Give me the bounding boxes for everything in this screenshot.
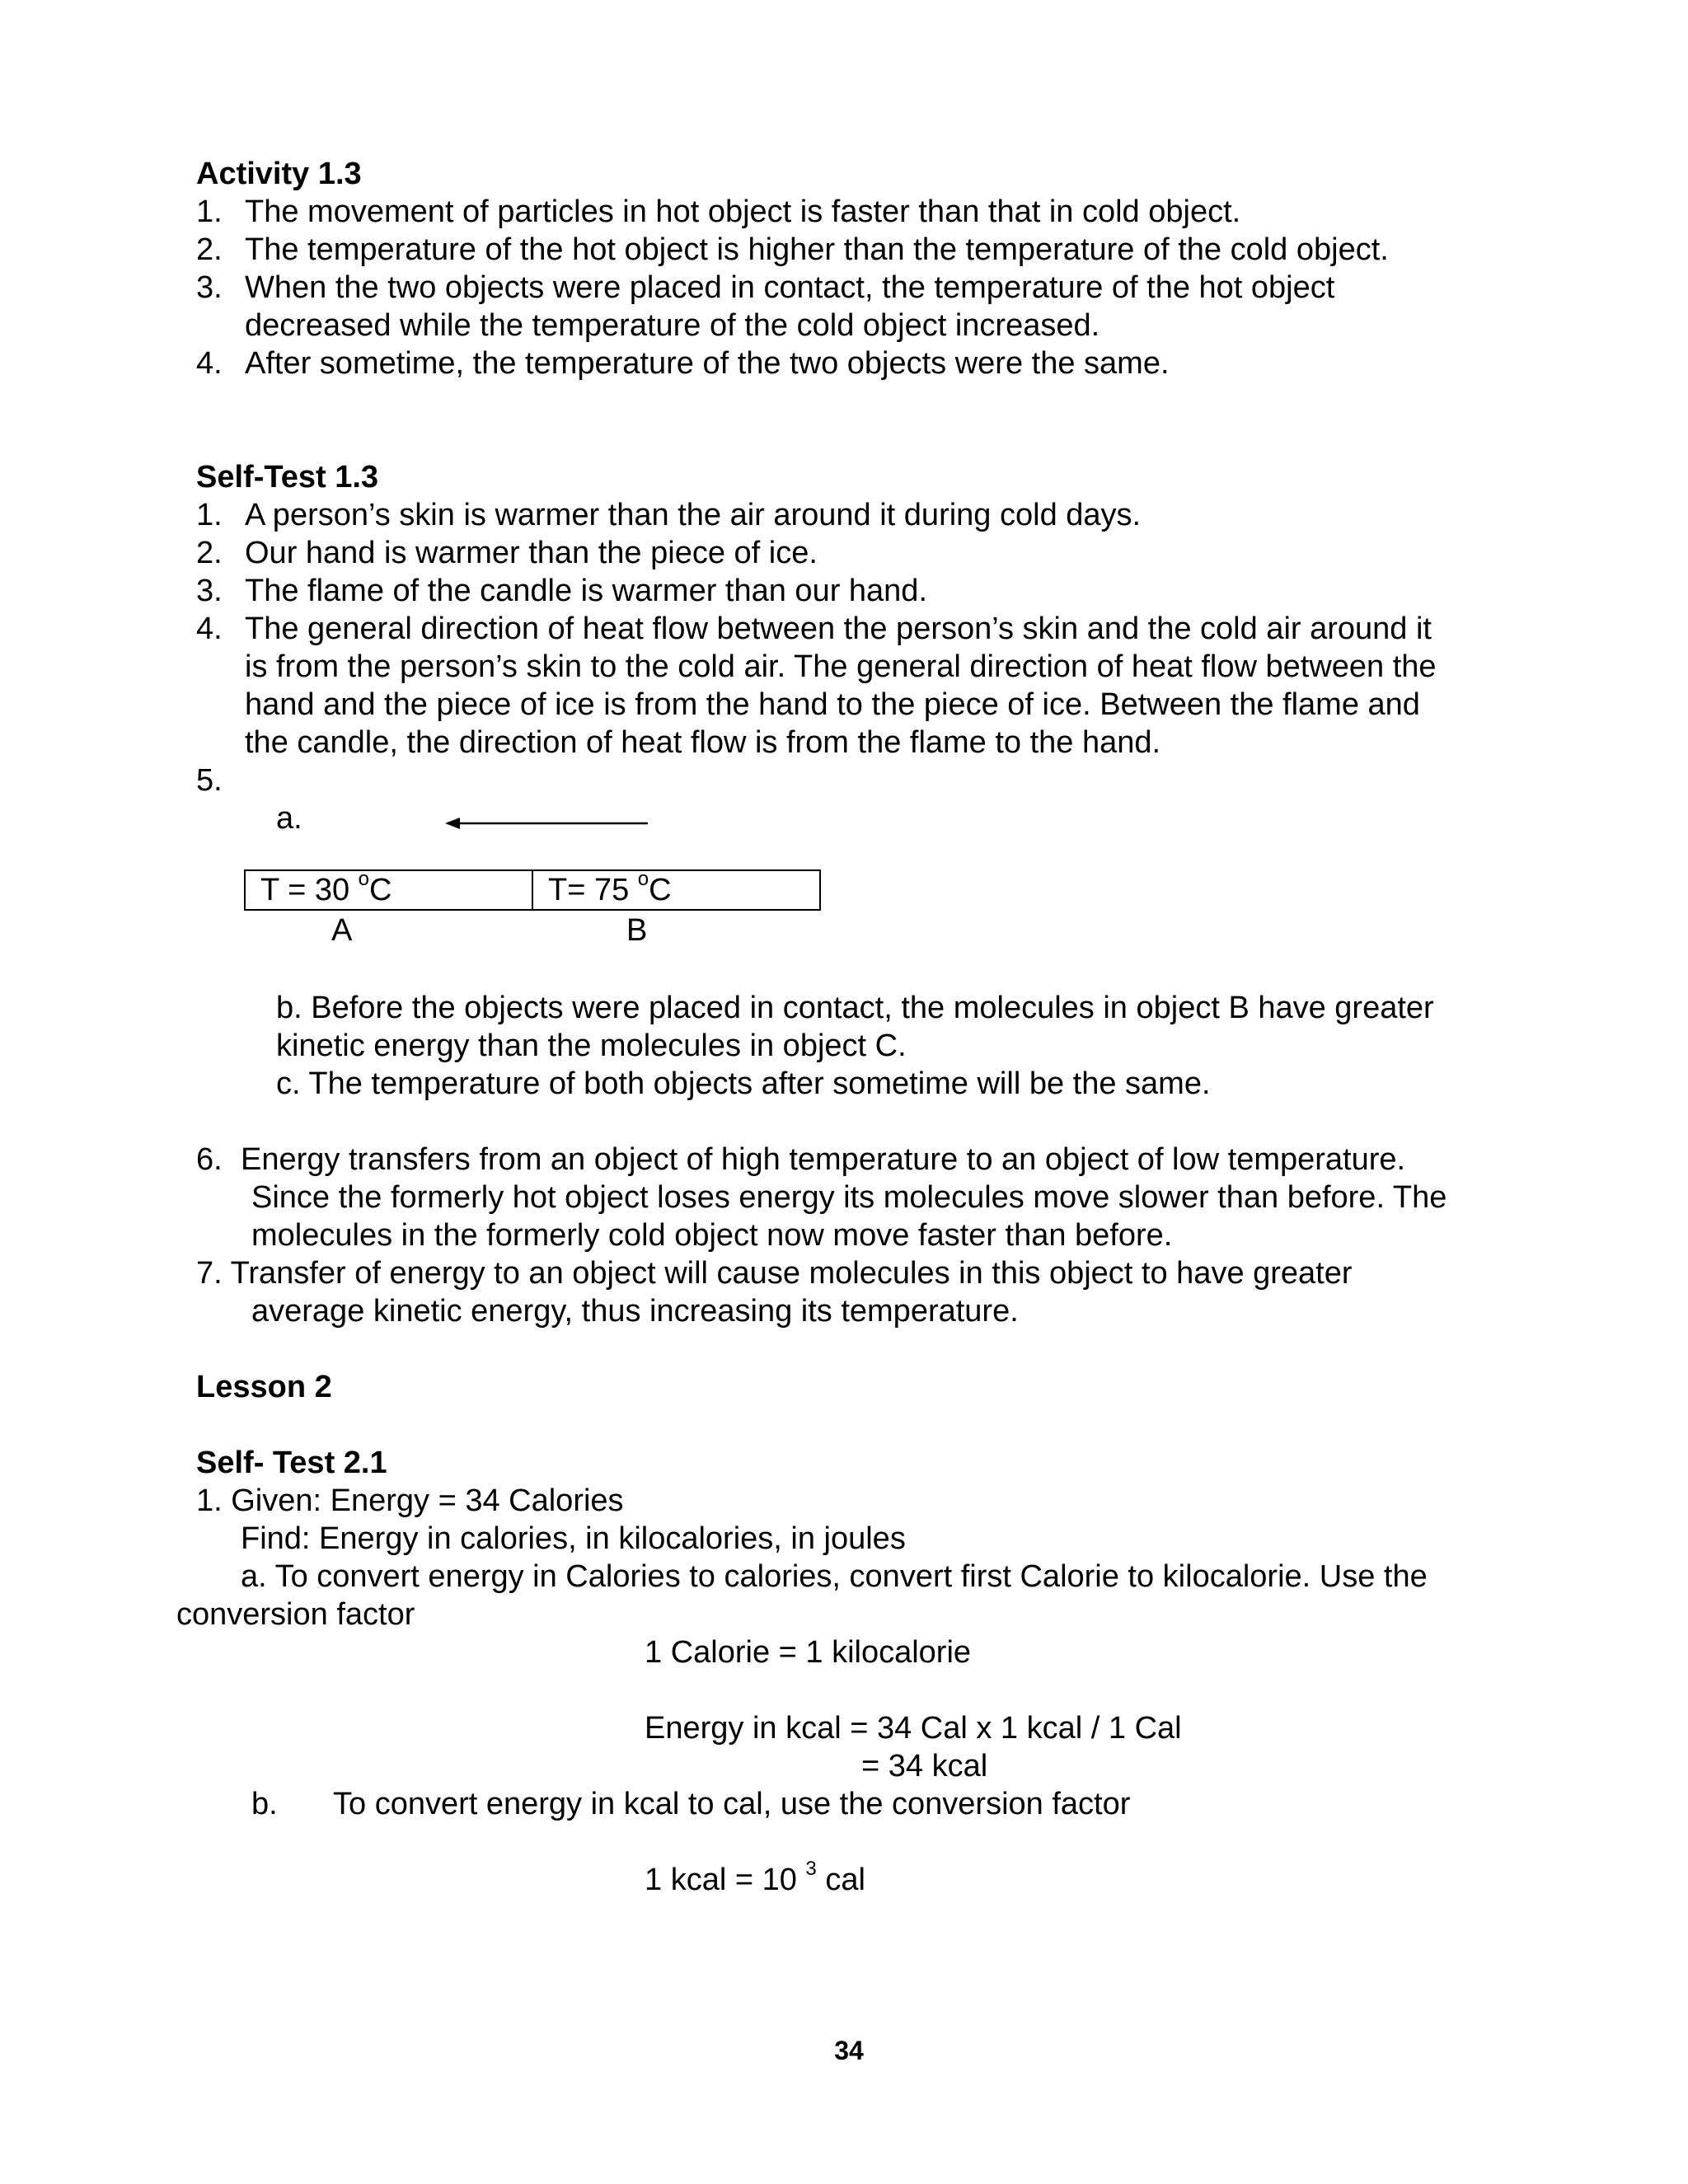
object-a-cell [246, 868, 533, 909]
self-test-21-heading: Self- Test 2.1 [196, 1446, 387, 1480]
self-test-item-6-number: 6. [196, 1142, 223, 1177]
self-test-item-5-number: 5. [196, 763, 223, 798]
activity-item-1-text: The movement of particles in hot object is faster than that in cold object. [245, 194, 1241, 229]
self-test-item-4-text-1: The general direction of heat flow between the person’s skin and the cold air around it [245, 612, 1432, 646]
activity-item-2-number: 2. [196, 232, 223, 267]
self-test-item-4-text-2: is from the person’s skin to the cold air. The general direction of heat flow between the [245, 649, 1437, 684]
self-test-item-2-number: 2. [196, 536, 223, 570]
item-5b-text-1: b. Before the objects were placed in contact, the molecules in object B have greater [276, 991, 1434, 1025]
self-test-item-3-number: 3. [196, 574, 223, 608]
self-test-item-6-text-2: Since the formerly hot object loses energy its molecules move slower than before. The [251, 1180, 1447, 1215]
part-a-text: a. To convert energy in Calories to calories, convert first Calorie to kilocalorie. Use the [241, 1559, 1428, 1594]
self-test-item-6-text-3: molecules in the formerly cold object now move faster than before. [251, 1218, 1173, 1253]
object-diagram-box [244, 869, 821, 911]
item-5b-text-2: kinetic energy than the molecules in object C. [276, 1029, 907, 1063]
calculation-line-1: Energy in kcal = 34 Cal x 1 kcal / 1 Cal [645, 1711, 1182, 1746]
conversion-factor-1: 1 Calorie = 1 kilocalorie [645, 1635, 972, 1670]
activity-item-1-number: 1. [196, 194, 223, 229]
self-test-item-4-text-3: hand and the piece of ice is from the hand to the piece of ice. Between the flame and [245, 687, 1420, 722]
part-a-text-cont: conversion factor [176, 1597, 415, 1632]
object-b-temp: T= 75 [548, 873, 638, 907]
self-test-item-1-number: 1. [196, 498, 223, 532]
activity-heading: Activity 1.3 [196, 157, 362, 191]
object-b-label: B [626, 913, 648, 948]
part-b-text: To convert energy in kcal to cal, use the conversion factor [333, 1787, 1131, 1821]
activity-item-4-text: After sometime, the temperature of the two objects were the same. [245, 346, 1170, 381]
self-test-item-3-text: The flame of the candle is warmer than our hand. [245, 574, 928, 608]
activity-item-3-text-cont: decreased while the temperature of the cold object increased. [245, 308, 1100, 343]
part-b-label: b. [251, 1787, 278, 1821]
self-test-item-2-text: Our hand is warmer than the piece of ice. [245, 536, 818, 570]
page-number: 34 [834, 2036, 864, 2065]
object-a-unit: C [369, 873, 392, 907]
factor-2-exponent: 3 [805, 1858, 817, 1881]
self-test-item-7-text-1: 7. Transfer of energy to an object will cause molecules in this object to have greater [196, 1256, 1353, 1291]
self-test-13-heading: Self-Test 1.3 [196, 460, 379, 494]
find-line: Find: Energy in calories, in kilocalories, in joules [241, 1521, 906, 1556]
object-a-label: A [331, 913, 353, 948]
self-test-item-6-text-1: Energy transfers from an object of high temperature to an object of low temperature. [241, 1142, 1406, 1177]
calculation-line-2: = 34 kcal [861, 1749, 988, 1783]
object-b-cell [533, 868, 819, 909]
activity-item-2-text: The temperature of the hot object is higher than the temperature of the cold object. [245, 232, 1389, 267]
conversion-factor-2 [645, 1858, 865, 1899]
item-5c-text: c. The temperature of both objects after sometime will be the same. [276, 1066, 1211, 1101]
factor-2-base: 1 kcal = 10 [645, 1863, 806, 1897]
activity-item-3-number: 3. [196, 270, 223, 305]
object-b-degree: o [637, 868, 649, 891]
object-a-degree: o [358, 868, 370, 891]
self-test-item-4-number: 4. [196, 612, 223, 646]
activity-item-3-text: When the two objects were placed in contact, the temperature of the hot object [245, 270, 1335, 305]
self-test-item-1-text: A person’s skin is warmer than the air around it during cold days. [245, 498, 1142, 532]
object-b-unit: C [649, 873, 672, 907]
given-line: 1. Given: Energy = 34 Calories [196, 1483, 624, 1518]
self-test-item-4-text-4: the candle, the direction of heat flow is from the flame to the hand. [245, 725, 1161, 760]
self-test-item-7-text-2: average kinetic energy, thus increasing its temperature. [251, 1294, 1019, 1329]
item-5a-label: a. [276, 801, 302, 836]
object-a-temp: T = 30 [260, 873, 359, 907]
lesson-2-heading: Lesson 2 [196, 1370, 332, 1404]
factor-2-unit: cal [816, 1863, 865, 1897]
activity-item-4-number: 4. [196, 346, 223, 381]
heat-flow-arrow-icon [445, 811, 651, 836]
